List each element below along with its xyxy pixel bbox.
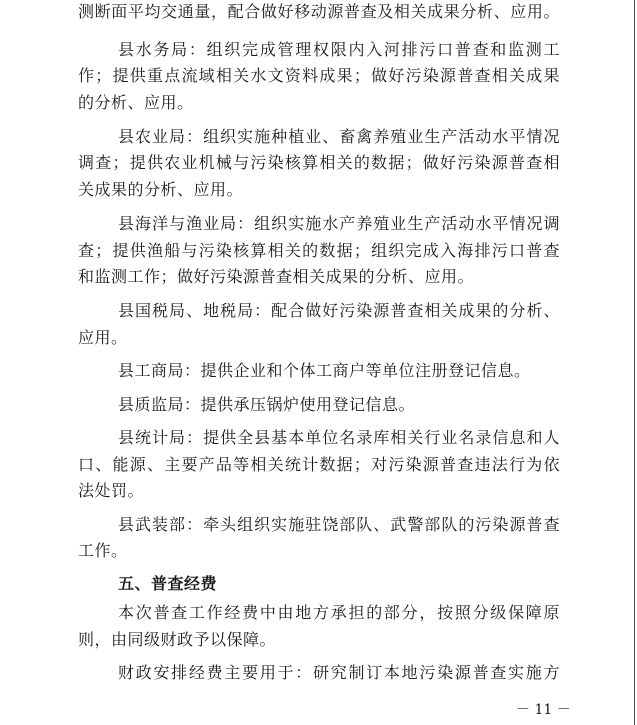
paragraph-line: 县质监局：提供承压锅炉使用登记信息。 [118,395,416,414]
paragraph-line: 工作。 [78,541,128,560]
paragraph-line: 口、能源、主要产品等相关统计数据；对污染源普查违法行为依 [78,455,560,474]
paragraph-line: 县水务局：组织完成管理权限内入河排污口普查和监测工 [118,40,560,59]
paragraph-line: 本次普查工作经费中由地方承担的部分，按照分级保障原 [118,603,560,622]
paragraph-line: 的分析、应用。 [78,93,194,112]
paragraph-line: 县统计局：提供全县基本单位名录库相关行业名录信息和人 [118,428,560,447]
paragraph-line: 关成果的分析、应用。 [78,180,244,199]
page-edge-rule [634,0,635,725]
paragraph-line: 则，由同级财政予以保障。 [78,630,277,649]
paragraph-line: 县农业局：组织实施种植业、畜禽养殖业生产活动水平情况 [118,127,560,146]
paragraph-line: 作；提供重点流域相关水文资料成果；做好污染源普查相关成果 [78,66,560,85]
section-heading: 五、普查经费 [118,574,218,593]
paragraph-line: 县海洋与渔业局：组织实施水产养殖业生产活动水平情况调 [118,214,560,233]
paragraph-line: 测断面平均交通量，配合做好移动源普查及相关成果分析、应用。 [78,2,560,21]
paragraph-line: 县国税局、地税局：配合做好污染源普查相关成果的分析、 [118,301,560,320]
paragraph-line: 财政安排经费主要用于：研究制订本地污染源普查实施方 [118,663,560,682]
paragraph-line: 调查；提供农业机械与污染核算相关的数据；做好污染源普查相 [78,153,560,172]
paragraph-line: 和监测工作；做好污染源普查相关成果的分析、应用。 [78,267,475,286]
page-number: － 11 － [516,702,571,718]
paragraph-line: 应用。 [78,328,128,347]
paragraph-line: 法处罚。 [78,481,145,500]
paragraph-line: 县武装部：牵头组织实施驻饶部队、武警部队的污染源普查 [118,515,560,534]
paragraph-line: 查；提供渔船与污染核算相关的数据；组织完成入海排污口普查 [78,241,560,260]
paragraph-line: 县工商局：提供企业和个体工商户等单位注册登记信息。 [118,361,531,380]
